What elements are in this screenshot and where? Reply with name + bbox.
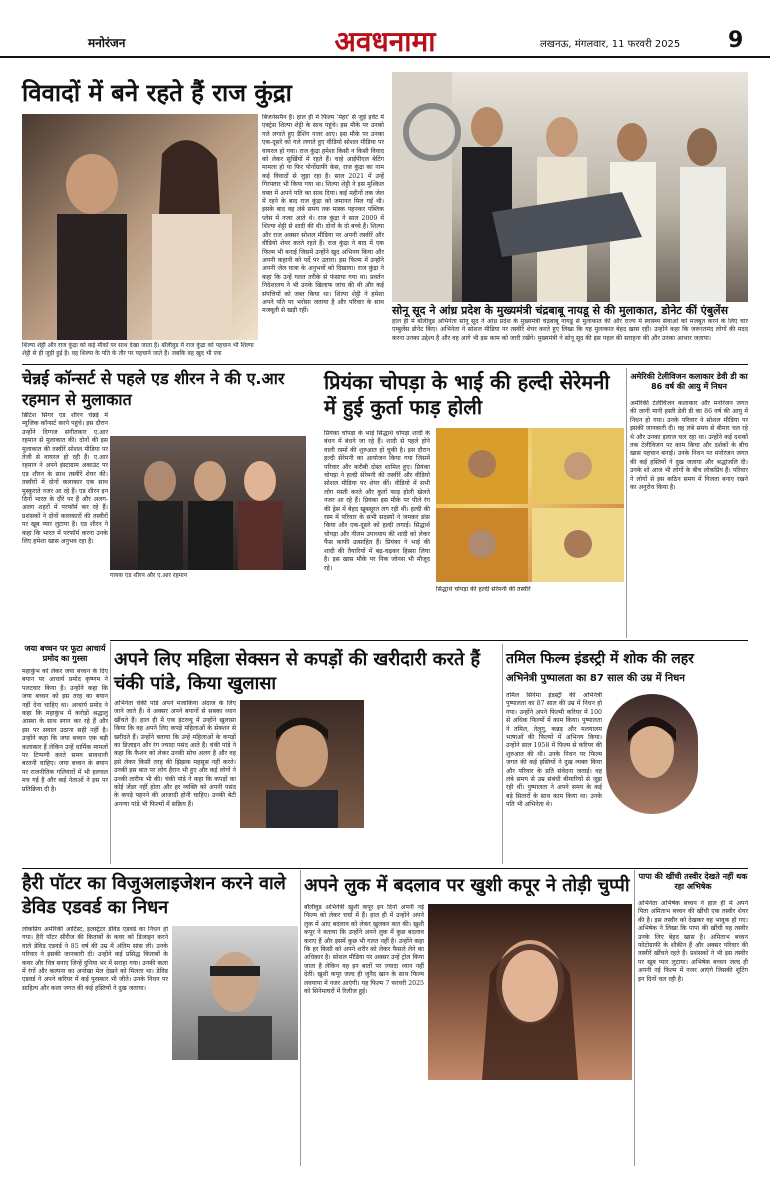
david-edward-body-continued [172, 1064, 298, 1166]
sonu-sood-photo [392, 72, 748, 302]
khushi-body: बॉलीवुड अभिनेत्री खुशी कपूर इन दिनों अपनी नई फिल्म को लेकर चर्चा में हैं। हाल ही में उन्होंने अपने लुक में आए बदलाव को लेकर खुलकर बात की। खुशी कपूर ने बताया कि उन्होंने अपने लुक में कुछ बदलाव कराए हैं और इसमें कुछ भी गलत नहीं है। उन्होंने कहा कि हर किसी को अपने शरीर को लेकर फैसले लेने का अधिकार है। सोशल मीडिया पर अक्सर उन्हें ट्रोल किया जाता है लेकिन वह इन बातों पर ज्यादा ध्यान नहीं देतीं। खुशी कपूर जल्द ही जुनैद खान के साथ फिल्म लवयापा में नजर आएंगी। यह फिल्म 7 फरवरी 2025 को सिनेमाघरों में रिलीज हुई। [304, 904, 424, 996]
column-rule-5 [634, 870, 635, 1166]
priyanka-headline: प्रियंका चोपड़ा के भाई की हल्दी सेरेमनी में हुई कुर्ता फाड़ होली [324, 370, 610, 419]
haldi-photo-illustration [436, 428, 624, 582]
section-label: मनोरंजन [88, 36, 126, 50]
sonu-sood-body: हाल ही में बॉलीवुड अभिनेता सोनू सूद ने आंध्र प्रदेश के मुख्यमंत्री चंद्रबाबू नायडू से मुलाकात की और राज्य में स्वास्थ्य सेवाओं को मजबूत करने के लिए चार एम्बुलेंस डोनेट किए। अभिनेता ने सोशल मीडिया पर तस्वीरें शेयर करते हुए लिखा कि यह मुलाकात बेहद खास रही। उन्होंने कहा कि जरूरतमंद लोगों की मदद करना उनका उद्देश्य है और वह आगे भी इस काम को जारी रखेंगे। मुख्यमंत्री ने सोनू सूद की इस पहल की सराहना की और उनका आभार जताया। [392, 318, 748, 342]
chunky-photo [240, 700, 364, 828]
pushpalatha-headline: तमिल फिल्म इंडस्ट्री में शोक की लहर [506, 651, 694, 667]
priyanka-photo [436, 428, 624, 582]
raj-kundra-caption: शिल्पा शेट्टी और राज कुंद्रा को कई मौकों पर साथ देखा जाता है। बॉलीवुड में राज कुंद्रा को पहचान भी शिल्पा शेट्टी से ही जुड़ी हुई है। वह शिल्पा के पति के तौर पर पहचाने जाते हैं। जबकि वह खुद भी एक [22, 342, 254, 357]
ed-sheeran-headline: चेन्नई कॉन्सर्ट से पहले एड शीरन ने की ए.आर रहमान से मुलाकात [22, 369, 285, 409]
artist-portrait-illustration [172, 926, 298, 1060]
portrait-illustration [240, 700, 364, 828]
priyanka-caption: सिद्धार्थ चोपड़ा की हल्दी सेरेमनी की तस्वीरें [436, 586, 531, 593]
divider-2 [110, 640, 748, 641]
khushi-headline: अपने लुक में बदलाव पर खुशी कपूर ने तोड़ी चुप्पी [304, 875, 630, 896]
divider-1 [22, 364, 748, 365]
couple-photo-illustration [22, 114, 258, 340]
page-number: 9 [728, 28, 744, 53]
actress-photo-illustration [428, 904, 632, 1080]
column-rule-4 [300, 870, 301, 1166]
jaya-body: महाकुंभ को लेकर जया बच्चन के दिए बयान पर आचार्य प्रमोद कृष्णम ने पलटवार किया है। उन्होंने कहा कि जया बच्चन को इस तरह का बयान नहीं देना चाहिए था। आचार्य प्रमोद ने कहा कि महाकुंभ में करोड़ों श्रद्धालु आस्था के साथ स्नान कर रहे हैं और इस पर सवाल उठाना सही नहीं है। उन्होंने कहा कि जया बच्चन एक बड़ी कलाकार हैं लेकिन उन्हें धार्मिक मामलों पर टिप्पणी करते समय सावधानी बरतनी चाहिए। जया बच्चन के बयान पर राजनीतिक गलियारों में भी हलचल मच गई है और कई नेताओं ने इस पर प्रतिक्रिया दी है। [22, 668, 108, 793]
divider-3 [22, 868, 748, 869]
ed-sheeran-photo [110, 436, 306, 570]
musicians-photo-illustration [110, 436, 306, 570]
abhishek-body: अभिनेता अभिषेक बच्चन ने हाल ही में अपने पिता अमिताभ बच्चन की खींची एक तस्वीर शेयर की है। इस तस्वीर को देखकर वह भावुक हो गए। अभिषेक ने लिखा कि पापा की खींची यह तस्वीर उनके लिए बेहद खास है। अमिताभ बच्चन फोटोग्राफी के शौकीन हैं और अक्सर परिवार की तस्वीरें खींचते रहते हैं। प्रशंसकों ने भी इस तस्वीर पर खूब प्यार लुटाया। अभिषेक बच्चन जल्द ही अपनी नई फिल्म में नजर आएंगे जिसकी शूटिंग इन दिनों चल रही है। [638, 900, 748, 983]
jaya-headline: जया बच्चन पर फूटा आचार्य प्रमोद का गुस्सा [24, 644, 106, 663]
david-edward-body: लोकप्रिय अमेरिकी आर्टिस्ट, इलस्ट्रेटर डेविड एडवर्ड का निधन हो गया। हैरी पॉटर सीरीज की किताबों के कवर को डिजाइन करने वाले डेविड एडवर्ड ने 85 वर्ष की उम्र में अंतिम सांस ली। उनके परिवार ने इसकी जानकारी दी। उन्होंने कई प्रसिद्ध किताबों के कवर और चित्र बनाए जिन्हें दुनिया भर में सराहा गया। उनकी कला में रंगों और कल्पना का अनोखा मेल देखने को मिलता था। डेविड एडवर्ड ने अपने करियर में कई पुरस्कार भी जीते। उनके निधन पर साहित्य और कला जगत की कई हस्तियों ने दुख जताया। [22, 926, 168, 992]
column-rule-1 [626, 368, 627, 638]
ed-sheeran-caption: गायक एड शीरन और ए.आर रहमान [110, 572, 188, 579]
actress-portrait-illustration [606, 694, 698, 814]
pushpalatha-photo [606, 694, 698, 814]
column-rule-2 [110, 642, 111, 864]
abhishek-headline: पापा की खींची तस्वीर देखते नहीं थक रहा अभिषेक [638, 872, 748, 891]
pushpalatha-side-column [700, 694, 748, 864]
priyanka-body: प्रियंका चोपड़ा के भाई सिद्धार्थ चोपड़ा शादी के बंधन में बंधने जा रहे हैं। शादी से पहले होने वाली रस्मों की शुरुआत हो चुकी है। इस दौरान हल्दी सेरेमनी का आयोजन किया गया जिसमें परिवार और करीबी दोस्त शामिल हुए। प्रियंका चोपड़ा ने हल्दी सेरेमनी की तस्वीरें और वीडियो सोशल मीडिया पर शेयर कीं। वीडियो में सभी लोग मस्ती करते और कुर्ता फाड़ होली खेलते नजर आ रहे हैं। प्रियंका इस मौके पर पीले रंग की ड्रेस में बेहद खूबसूरत लग रही थीं। हल्दी की रस्म में परिवार के सभी सदस्यों ने जमकर डांस किया और एक-दूसरे को हल्दी लगाई। सिद्धार्थ चोपड़ा और नीलम उपाध्याय की शादी को लेकर फैंस काफी उत्साहित हैं। प्रियंका ने भाई की शादी की तैयारियों में बढ़-चढ़कर हिस्सा लिया है। इस खास मौके पर निक जोनस भी मौजूद रहे। [324, 430, 430, 572]
david-edward-headline: हैरी पॉटर का विजुअलाइजेशन करने वाले डेविड एडवर्ड का निधन [22, 873, 286, 918]
dateline: लखनऊ, मंगलवार, 11 फरवरी 2025 [540, 39, 681, 50]
raj-kundra-body: बिजनेसमैन है। हाल ही में फिल्म 'मेहर' से जुड़े इवेंट में एक्ट्रेस शिल्पा शेट्टी के साथ पहुंचे। इस मौके पर उनको गले लगाते हुए डैशिंग नजर आए। इस मौके पर उनका एक-दूसरे को गले लगाते हुए वीडियो सोशल मीडिया पर वायरल हो गया। राज कुंद्रा हमेशा किसी न किसी विवाद को लेकर सुर्खियों में रहते हैं। चाहे आईपीएल बेटिंग मामला हो या फिर पोर्नोग्राफी केस, राज कुंद्रा का नाम कई विवादों से जुड़ा रहा है। साल 2021 में उन्हें गिरफ्तार भी किया गया था। शिल्पा शेट्टी ने इस मुश्किल वक्त में अपने पति का साथ दिया। कई महीनों तक जेल में रहने के बाद राज कुंद्रा को जमानत मिल गई थी। इसके बाद वह लंबे समय तक मास्क पहनकर पब्लिक प्लेस में नजर आते थे। राज कुंद्रा ने साल 2009 में शिल्पा शेट्टी से शादी की थी। दोनों के दो बच्चे हैं। शिल्पा और राज अक्सर सोशल मीडिया पर अपनी तस्वीरें और वीडियो शेयर करते रहते हैं। राज कुंद्रा ने बाद में एक फिल्म भी बनाई जिसमें उन्होंने खुद अभिनय किया और अपनी कहानी को पर्दे पर उतारा। इस फिल्म में उन्होंने अपनी जेल यात्रा के अनुभवों को दिखाया। राज कुंद्रा ने कहा कि उन्हें गलत तरीके से फंसाया गया था। प्रवर्तन निदेशालय ने भी उनके खिलाफ जांच की थी और कई संपत्तियों को जब्त किया था। शिल्पा शेट्टी ने हमेशा अपने पति पर भरोसा जताया है और परिवार के साथ मजबूती से खड़ी रहीं। [262, 114, 384, 315]
chunky-headline: अपने लिए महिला सेक्सन से कपड़ों की खरीदारी करते हैं चंकी पांडे, किया खुलासा [114, 649, 481, 694]
david-edward-photo [172, 926, 298, 1060]
davy-body: अमेरिकी टेलीविजन कलाकार और मनोरंजन जगत की जानी मानी हस्ती डेवी डी का 86 वर्ष की आयु में निधन हो गया। उनके परिवार ने सोशल मीडिया पर इसकी जानकारी दी। वह लंबे समय से बीमार चल रहे थे और उनका इलाज चल रहा था। उन्होंने कई दशकों तक टेलीविजन पर काम किया और दर्शकों के बीच खास पहचान बनाई। उनके निधन पर मनोरंजन जगत की कई हस्तियों ने दुख जताया और श्रद्धांजलि दी। उनके शो आज भी लोगों के बीच लोकप्रिय हैं। परिवार ने लोगों से इस कठिन समय में निजता बनाए रखने का अनुरोध किया है। [630, 400, 748, 492]
sonu-sood-headline: सोनू सूद ने आंध्र प्रदेश के मुख्यमंत्री चंद्रबाबू नायडू से की मुलाकात, डोनेट कीं एंबुलेंस [392, 304, 729, 317]
column-rule-3 [502, 644, 503, 864]
davy-headline: अमेरिकी टेलीविजन कलाकार डेवी डी का 86 वर्ष की आयु में निधन [630, 372, 748, 391]
khushi-body-continued [428, 1084, 632, 1166]
raj-kundra-photo [22, 114, 258, 340]
ed-sheeran-body: ब्रिटिश सिंगर एड शीरन चेन्नई में म्यूजिक कॉन्सर्ट करने पहुंचे। इस दौरान उन्होंने दिग्गज संगीतकार ए.आर रहमान से मुलाकात की। दोनों की इस मुलाकात की तस्वीरें सोशल मीडिया पर तेजी से वायरल हो रही हैं। ए.आर रहमान ने अपने इंस्टाग्राम अकाउंट पर एड शीरन के साथ तस्वीरें शेयर कीं। तस्वीरों में दोनों कलाकार एक साथ मुस्कुराते नजर आ रहे हैं। एड शीरन इन दिनों भारत के दौरे पर हैं और अलग-अलग शहरों में परफॉर्म कर रहे हैं। प्रशंसकों ने दोनों कलाकारों की तस्वीरों पर खूब प्यार लुटाया है। एड शीरन ने कहा कि भारत में परफॉर्म करना उनके लिए हमेशा खास अनुभव रहा है। [22, 412, 108, 546]
meeting-photo-illustration [392, 72, 748, 302]
pushpalatha-subhead: अभिनेत्री पुष्पालता का 87 साल की उम्र में निधन [506, 673, 685, 684]
khushi-photo [428, 904, 632, 1080]
chunky-body-continued [370, 700, 500, 864]
chunky-body: अभिनेता चंकी पांडे अपने मजाकिया अंदाज के लिए जाने जाते हैं। वे अक्सर अपने बयानों से सबका ध्यान खींचते हैं। हाल ही में एक इंटरव्यू में उन्होंने खुलासा किया कि वह अपने लिए कपड़े महिलाओं के सेक्शन से खरीदते हैं। उन्होंने बताया कि उन्हें महिलाओं के कपड़ों का डिजाइन और रंग ज्यादा पसंद आते हैं। चंकी पांडे ने कहा कि फैशन को लेकर उनकी सोच अलग है और वह इसे लेकर किसी तरह की झिझक महसूस नहीं करते। उनकी इस बात पर लोग हैरान भी हुए और कई लोगों ने उनकी तारीफ भी की। चंकी पांडे ने कहा कि कपड़ों का कोई जेंडर नहीं होता और हर व्यक्ति को अपनी पसंद के कपड़े पहनने की आजादी होनी चाहिए। उनकी बेटी अनन्या पांडे भी फिल्मों में सक्रिय हैं। [114, 700, 236, 808]
raj-kundra-headline: विवादों में बने रहते हैं राज कुंद्रा [22, 79, 292, 107]
newspaper-logo: अवधनामा [334, 25, 436, 58]
pushpalatha-body: तमिल सिनेमा इंडस्ट्री की अभिनेत्री पुष्पालता का 87 साल की उम्र में निधन हो गया। उन्होंने अपने फिल्मी करियर में 100 से अधिक फिल्मों में काम किया। पुष्पालता ने तमिल, तेलुगु, कन्नड़ और मलयालम भाषाओं की फिल्मों में अभिनय किया। उन्होंने साल 1958 में फिल्म से करियर की शुरुआत की थी। उनके निधन पर फिल्म जगत की कई हस्तियों ने दुख व्यक्त किया और परिवार के प्रति संवेदना जताई। वह लंबे समय से उम्र संबंधी बीमारियों से जूझ रही थीं। पुष्पालता ने अपने समय के कई बड़े सितारों के साथ काम किया था। उनके पति भी अभिनेता थे। [506, 692, 602, 809]
